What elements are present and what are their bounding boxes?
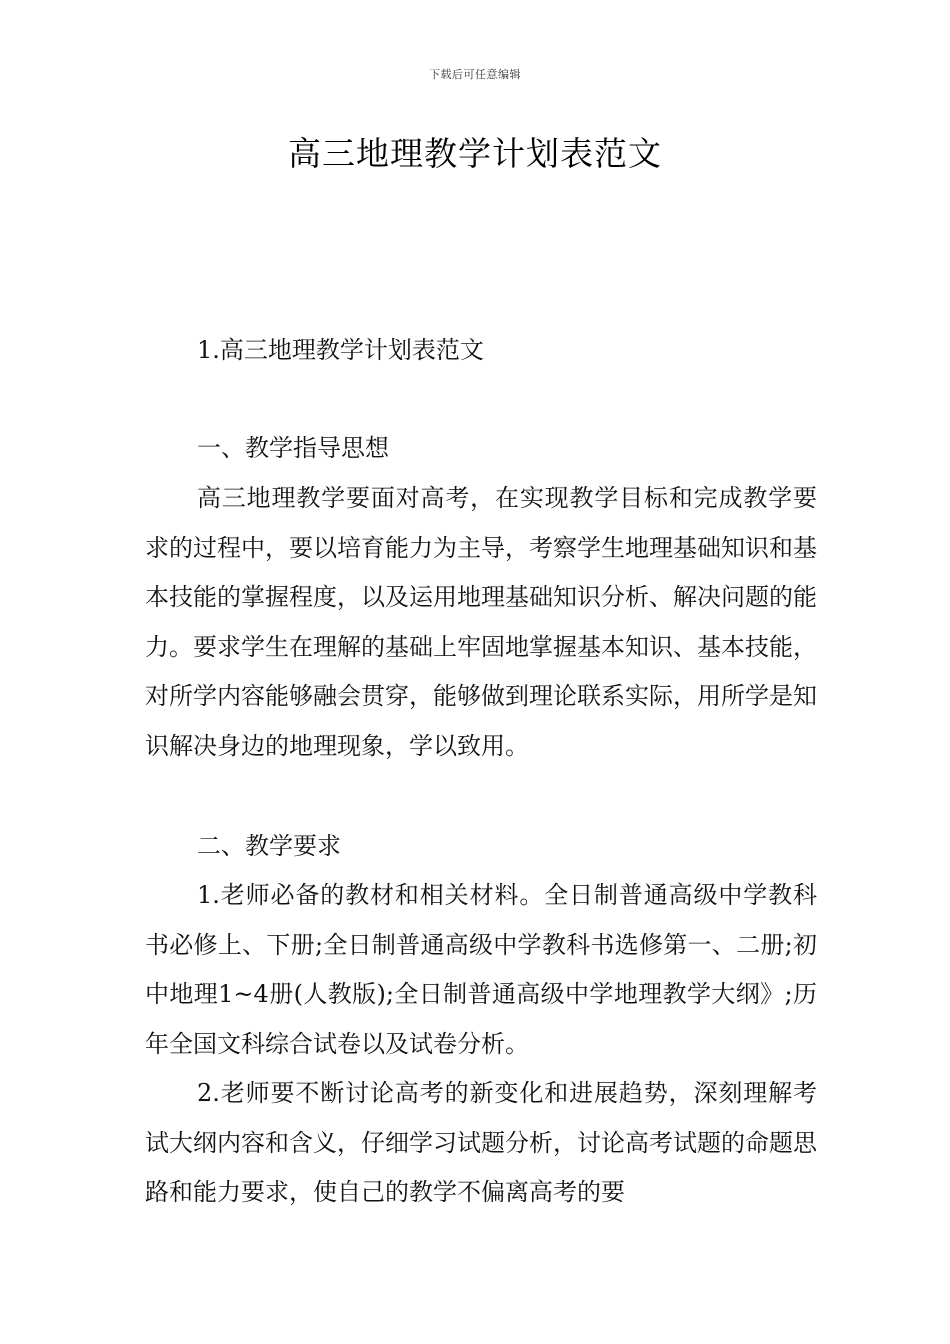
section-heading-guiding-thought: 一、教学指导思想: [197, 434, 389, 462]
header-note: 下载后可任意编辑: [429, 68, 521, 81]
paragraph-guiding-thought: 高三地理教学要面对高考，在实现教学目标和完成教学要求的过程中，要以培育能力为主导，考察学生地理基础知识和基本技能的掌握程度，以及运用地理基础知识分析、解决问题的能力。要求学生在理解的基础上牢固地掌握基本知识、基本技能，对所学内容能够融会贯穿，能够做到理论联系实际，用所学是知识解决身边的地理现象，学以致用。: [145, 484, 817, 760]
document-title: 高三地理教学计划表范文: [288, 134, 662, 173]
section-heading-requirements: 二、教学要求: [197, 832, 341, 860]
paragraph-requirement-2: 2.老师要不断讨论高考的新变化和进展趋势，深刻理解考试大纲内容和含义，仔细学习试题分析，讨论高考试题的命题思路和能力要求，使自己的教学不偏离高考的要: [145, 1079, 817, 1206]
paragraph-requirement-1: 1.老师必备的教材和相关材料。全日制普通高级中学教科书必修上、下册;全日制普通高级中学教科书选修第一、二册;初中地理1~4册(人教版);全日制普通高级中学地理教学大纲》;历年全国文科综合试卷以及试卷分析。: [145, 881, 817, 1058]
item-1-heading: 1.高三地理教学计划表范文: [197, 336, 484, 364]
